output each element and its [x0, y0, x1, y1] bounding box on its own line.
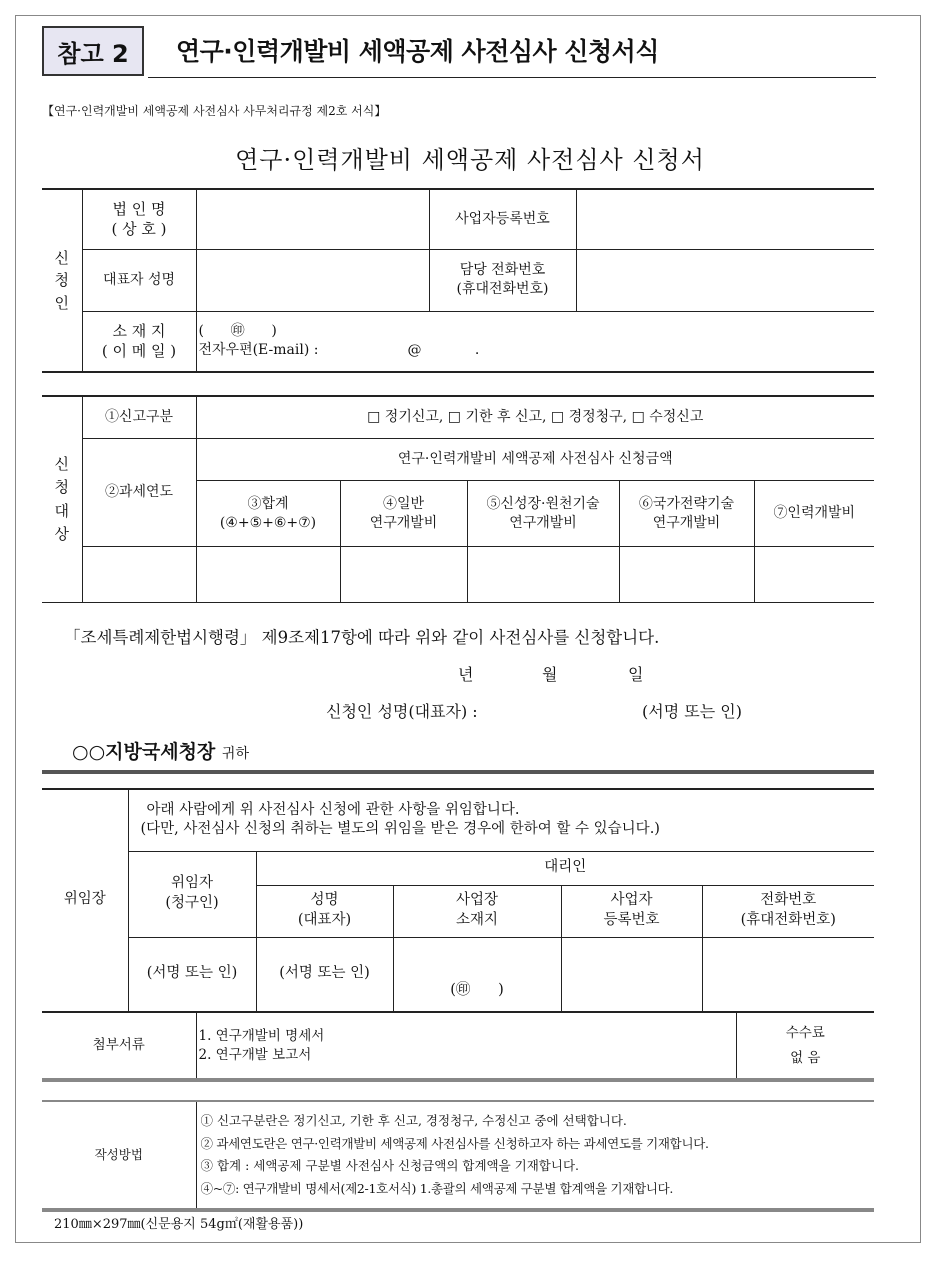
instruction-item: ② 과세연도란은 연구·인력개발비 세액공제 사전심사를 신청하고자 하는 과세연도를 기재합니다. — [200, 1135, 709, 1151]
date-day: 일 — [628, 665, 644, 684]
instructions-bottom-border — [42, 1208, 874, 1212]
report-type-label: ①신고구분 — [82, 397, 196, 439]
tax-year-label: ②과세연도 — [82, 439, 196, 547]
applicant-table — [42, 188, 874, 372]
agent-phone-field[interactable] — [702, 937, 874, 1011]
instruction-item: ③ 합계 : 세액공제 구분별 사전심사 신청금액의 합계액을 기재합니다. — [200, 1158, 579, 1174]
address-label: 소 재 지 ( 이 메 일 ) — [82, 311, 196, 371]
sign-note: (서명 또는 인) — [642, 702, 742, 721]
national-strategy-field[interactable] — [619, 547, 754, 603]
instruction-item: ④~⑦: 연구개발비 명세서(제2-1호서식) 1.총괄의 세액공제 구분별 합계액을 기재합니다. — [200, 1180, 674, 1196]
section-separator — [42, 372, 874, 397]
col-national-strategy-rnd: ⑥국가전략기술 연구개발비 — [619, 481, 754, 547]
delegation-label: 위임장 — [42, 789, 128, 1011]
instructions-list — [196, 1101, 874, 1209]
delegation-table — [42, 788, 874, 1012]
attachments-bottom-border — [42, 1078, 874, 1082]
delegation-text: 아래 사람에게 위 사전심사 신청에 관한 사항을 위임합니다. (다만, 사전심사 신청의 취하는 별도의 위임을 받은 경우에 한하여 할 수 있습니다.) — [128, 789, 874, 851]
agent-address-field[interactable]: (㊞ ) — [393, 937, 561, 1011]
biz-reg-field[interactable] — [576, 189, 874, 249]
phone-field[interactable] — [576, 249, 874, 311]
attachments-label: 첨부서류 — [42, 1013, 196, 1079]
regulation-label: 【연구·인력개발비 세액공제 사전심사 사무처리규정 제2호 서식】 — [42, 104, 387, 118]
statement: 「조세특례제한법시행령」 제9조제17항에 따라 위와 같이 사전심사를 신청합니다. — [64, 628, 660, 647]
instructions-table — [42, 1100, 874, 1210]
signer-label: 신청인 성명(대표자) : — [326, 702, 478, 721]
attachments-list: 1. 연구개발비 명세서 2. 연구개발 보고서 — [196, 1013, 736, 1079]
agent-col-name: 성명 (대표자) — [256, 885, 393, 937]
title-underline — [148, 77, 876, 78]
reference-badge: 참고 2 — [42, 26, 144, 76]
agent-col-address: 사업장 소재지 — [393, 885, 561, 937]
agent-col-phone: 전화번호 (휴대전화번호) — [702, 885, 874, 937]
target-section-label: 신청대상 — [42, 397, 82, 603]
instructions-label: 작성방법 — [42, 1101, 196, 1209]
rep-name-label: 대표자 성명 — [82, 249, 196, 311]
amount-header: 연구·인력개발비 세액공제 사전심사 신청금액 — [196, 439, 874, 481]
phone-label: 담당 전화번호 (휴대전화번호) — [429, 249, 576, 311]
fee-cell: 수수료 없 음 — [736, 1013, 874, 1079]
rep-name-field[interactable] — [196, 249, 429, 311]
hr-development-field[interactable] — [754, 547, 874, 603]
delegator-sign[interactable]: (서명 또는 인) — [128, 937, 256, 1011]
form-title: 연구·인력개발비 세액공제 사전심사 신청서 — [235, 146, 705, 174]
col-general-rnd: ④일반 연구개발비 — [340, 481, 467, 547]
paper-size-note: 210㎜×297㎜(신문용지 54g㎡(재활용품)) — [54, 1217, 304, 1232]
corp-name-field[interactable] — [196, 189, 429, 249]
biz-reg-label: 사업자등록번호 — [429, 189, 576, 249]
corp-name-label: 법 인 명 ( 상 호 ) — [82, 189, 196, 249]
address-email-field[interactable]: ( ㊞ ) 전자우편(E-mail) : @ . — [196, 311, 874, 371]
thick-divider — [42, 770, 874, 774]
col-new-growth-rnd: ⑤신성장·원천기술 연구개발비 — [467, 481, 619, 547]
col-hr-development: ⑦인력개발비 — [754, 481, 874, 547]
date-year: 년 — [458, 665, 474, 684]
tax-year-field[interactable] — [82, 547, 196, 603]
agent-biz-reg-field[interactable] — [561, 937, 702, 1011]
instruction-item: ① 신고구분란은 정기신고, 기한 후 신고, 경정청구, 수정신고 중에 선택합니다. — [200, 1113, 627, 1129]
delegator-header: 위임자 (청구인) — [128, 851, 256, 937]
agent-sign[interactable]: (서명 또는 인) — [256, 937, 393, 1011]
report-type-options[interactable]: □ 정기신고, □ 기한 후 신고, □ 경정청구, □ 수정신고 — [196, 397, 874, 439]
total-field[interactable] — [196, 547, 340, 603]
applicant-section-label: 신청인 — [42, 189, 82, 371]
attachments-table — [42, 1012, 874, 1079]
general-rnd-field[interactable] — [340, 547, 467, 603]
page-title: 연구·인력개발비 세액공제 사전심사 신청서식 — [176, 37, 659, 66]
date-month: 월 — [542, 665, 558, 684]
new-growth-rnd-field[interactable] — [467, 547, 619, 603]
agent-header: 대리인 — [256, 851, 874, 885]
col-total: ③합계 (④+⑤+⑥+⑦) — [196, 481, 340, 547]
addressee: ○○지방국세청장 귀하 — [72, 741, 249, 763]
agent-col-biz-reg: 사업자 등록번호 — [561, 885, 702, 937]
target-table — [42, 396, 874, 603]
